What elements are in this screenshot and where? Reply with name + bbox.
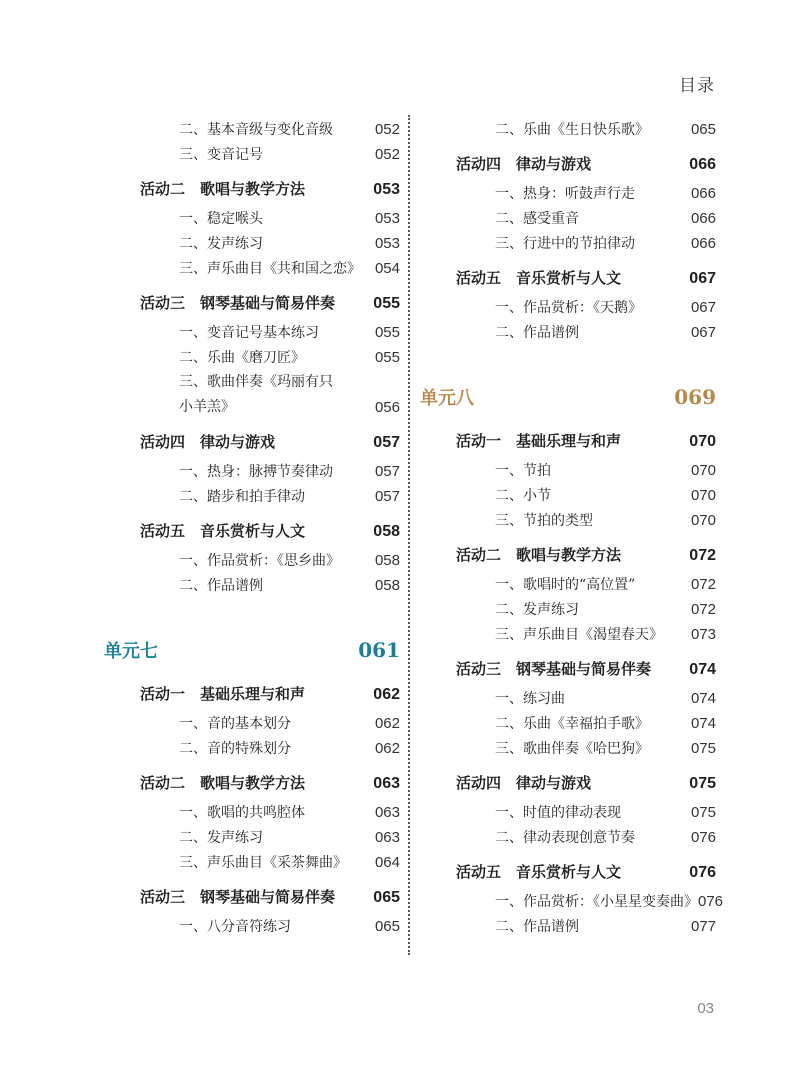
toc-activity-heading[interactable] bbox=[104, 678, 400, 711]
toc-page-number: 075 bbox=[690, 740, 716, 757]
toc-entry-title: 单元七 bbox=[104, 641, 158, 662]
toc-entry[interactable] bbox=[420, 206, 716, 231]
toc-entry-title: 一、热身：脉搏节奏律动 bbox=[179, 464, 333, 480]
toc-page-number: 067 bbox=[690, 299, 716, 316]
toc-entry-title: 一、八分音符练习 bbox=[179, 919, 291, 935]
toc-page-number: 055 bbox=[373, 295, 400, 312]
toc-entry-title: 一、练习曲 bbox=[495, 691, 565, 707]
toc-entry[interactable] bbox=[104, 711, 400, 736]
toc-entry[interactable] bbox=[104, 345, 400, 370]
toc-entry[interactable] bbox=[420, 508, 716, 533]
toc-page-number: 070 bbox=[690, 512, 716, 529]
toc-activity-heading[interactable] bbox=[104, 287, 400, 320]
toc-page-number: 055 bbox=[374, 324, 400, 341]
toc-page-number: 066 bbox=[690, 210, 716, 227]
toc-entry[interactable] bbox=[420, 181, 716, 206]
toc-entry[interactable] bbox=[104, 256, 400, 281]
toc-entry[interactable] bbox=[420, 117, 716, 142]
toc-page-number: 069 bbox=[674, 385, 716, 409]
toc-page-number: 074 bbox=[690, 715, 716, 732]
toc-entry-title: 活动四 律动与游戏 bbox=[456, 774, 592, 792]
toc-page-number: 058 bbox=[374, 577, 400, 594]
toc-page-number: 075 bbox=[690, 804, 716, 821]
toc-entry-title: 活动四 律动与游戏 bbox=[140, 433, 276, 451]
toc-entry-title: 三、行进中的节拍律动 bbox=[495, 236, 635, 252]
toc-page-number: 062 bbox=[373, 686, 400, 703]
page-number: 03 bbox=[697, 1000, 714, 1017]
toc-activity-heading[interactable] bbox=[104, 767, 400, 800]
toc-entry[interactable] bbox=[104, 320, 400, 345]
toc-entry-title: 活动三 钢琴基础与简易伴奏 bbox=[456, 660, 652, 678]
toc-activity-heading[interactable] bbox=[420, 539, 716, 572]
toc-entry-title: 二、感受重音 bbox=[495, 211, 579, 227]
toc-entry-title: 一、变音记号基本练习 bbox=[179, 325, 319, 341]
toc-entry-title: 三、歌曲伴奏《哈巴狗》 bbox=[495, 741, 649, 757]
toc-entry-title: 二、小节 bbox=[495, 488, 551, 504]
toc-entry-title: 活动五 音乐赏析与人文 bbox=[140, 522, 306, 540]
toc-page-number: 065 bbox=[690, 121, 716, 138]
toc-entry-title: 二、发声练习 bbox=[179, 830, 263, 846]
toc-page-number: 063 bbox=[373, 775, 400, 792]
toc-entry[interactable] bbox=[420, 458, 716, 483]
toc-page-number: 057 bbox=[373, 434, 400, 451]
toc-entry-title: 一、歌唱时的“高位置” bbox=[495, 577, 636, 593]
toc-activity-heading[interactable] bbox=[104, 515, 400, 548]
toc-entry[interactable] bbox=[104, 484, 400, 509]
toc-entry[interactable] bbox=[420, 622, 716, 647]
toc-entry[interactable] bbox=[104, 117, 400, 142]
toc-page-number: 058 bbox=[373, 523, 400, 540]
toc-entry[interactable] bbox=[104, 206, 400, 231]
toc-activity-heading[interactable] bbox=[420, 767, 716, 800]
toc-entry[interactable] bbox=[104, 736, 400, 761]
toc-entry[interactable] bbox=[104, 370, 400, 420]
toc-page-number: 062 bbox=[374, 740, 400, 757]
toc-entry[interactable] bbox=[104, 573, 400, 598]
toc-page-number: 066 bbox=[690, 185, 716, 202]
toc-page-number: 070 bbox=[690, 487, 716, 504]
toc-entry-title: 一、作品赏析：《天鹅》 bbox=[495, 300, 642, 316]
toc-page-number: 067 bbox=[690, 324, 716, 341]
toc-entry-title: 二、作品谱例 bbox=[495, 919, 579, 935]
toc-entry-title: 三、声乐曲目《采茶舞曲》 bbox=[179, 855, 347, 871]
toc-page-number: 057 bbox=[374, 488, 400, 505]
toc-page-number: 064 bbox=[374, 854, 400, 871]
toc-entry-title: 二、乐曲《磨刀匠》 bbox=[179, 350, 305, 366]
toc-page-number: 067 bbox=[689, 270, 716, 287]
page-header-title: 目录 bbox=[679, 76, 715, 95]
toc-activity-heading[interactable] bbox=[420, 148, 716, 181]
toc-page-number: 052 bbox=[374, 121, 400, 138]
toc-entry[interactable] bbox=[420, 572, 716, 597]
toc-entry[interactable] bbox=[420, 483, 716, 508]
toc-entry[interactable] bbox=[104, 800, 400, 825]
toc-entry[interactable] bbox=[420, 295, 716, 320]
toc-entry[interactable] bbox=[420, 711, 716, 736]
toc-entry[interactable] bbox=[420, 597, 716, 622]
toc-activity-heading[interactable] bbox=[104, 881, 400, 914]
toc-page-number: 077 bbox=[690, 918, 716, 935]
toc-page-number: 070 bbox=[689, 433, 716, 450]
toc-entry[interactable] bbox=[104, 548, 400, 573]
toc-entry[interactable] bbox=[420, 825, 716, 850]
column-divider bbox=[408, 115, 410, 955]
toc-entry-title: 三、节拍的类型 bbox=[495, 513, 593, 529]
toc-entry-title: 一、歌唱的共鸣腔体 bbox=[179, 805, 305, 821]
toc-entry[interactable] bbox=[420, 800, 716, 825]
toc-entry-title: 活动二 歌唱与教学方法 bbox=[140, 180, 306, 198]
toc-entry-title: 一、稳定喉头 bbox=[179, 211, 263, 227]
toc-entry[interactable] bbox=[104, 142, 400, 167]
toc-page-number: 072 bbox=[690, 601, 716, 618]
toc-entry-title: 活动三 钢琴基础与简易伴奏 bbox=[140, 888, 336, 906]
toc-page-number: 076 bbox=[689, 864, 716, 881]
toc-page-number: 075 bbox=[689, 775, 716, 792]
toc-activity-heading[interactable] bbox=[104, 173, 400, 206]
toc-entry-title: 二、作品谱例 bbox=[179, 578, 263, 594]
toc-page-number: 066 bbox=[689, 156, 716, 173]
toc-activity-heading[interactable] bbox=[420, 425, 716, 458]
toc-entry[interactable] bbox=[104, 825, 400, 850]
toc-unit-heading[interactable] bbox=[420, 375, 716, 419]
toc-entry-title: 二、发声练习 bbox=[495, 602, 579, 618]
toc-entry-title: 活动五 音乐赏析与人文 bbox=[456, 269, 622, 287]
toc-activity-heading[interactable] bbox=[420, 856, 716, 889]
toc-entry-title: 活动二 歌唱与教学方法 bbox=[140, 774, 306, 792]
toc-page-number: 066 bbox=[690, 235, 716, 252]
toc-entry-title: 活动二 歌唱与教学方法 bbox=[456, 546, 622, 564]
toc-page-number: 063 bbox=[374, 804, 400, 821]
toc-entry[interactable] bbox=[104, 850, 400, 875]
toc-page-number: 065 bbox=[373, 889, 400, 906]
toc-entry-title: 一、作品赏析：《思乡曲》 bbox=[179, 553, 340, 569]
toc-entry-title: 单元八 bbox=[420, 388, 474, 409]
toc-entry-title: 二、音的特殊划分 bbox=[179, 741, 291, 757]
toc-entry-title: 一、节拍 bbox=[495, 463, 551, 479]
toc-entry-title: 三、歌曲伴奏《玛丽有只小羊羔》 bbox=[179, 374, 333, 415]
toc-entry-title: 三、变音记号 bbox=[179, 147, 263, 163]
toc-page-number: 053 bbox=[374, 235, 400, 252]
toc-page-number: 058 bbox=[374, 552, 400, 569]
toc-page-number: 073 bbox=[690, 626, 716, 643]
toc-entry-title: 活动五 音乐赏析与人文 bbox=[456, 863, 622, 881]
toc-page-number: 061 bbox=[358, 638, 400, 662]
toc-page-number: 065 bbox=[374, 918, 400, 935]
toc-entry-title: 三、声乐曲目《共和国之恋》 bbox=[179, 261, 361, 277]
toc-entry[interactable] bbox=[420, 320, 716, 345]
toc-entry-title: 活动一 基础乐理与和声 bbox=[140, 685, 306, 703]
toc-entry-title: 二、基本音级与变化音级 bbox=[179, 122, 333, 138]
toc-entry-title: 活动三 钢琴基础与简易伴奏 bbox=[140, 294, 336, 312]
toc-entry-title: 二、乐曲《生日快乐歌》 bbox=[495, 122, 649, 138]
toc-entry-title: 二、乐曲《幸福拍手歌》 bbox=[495, 716, 649, 732]
toc-entry[interactable] bbox=[420, 736, 716, 761]
toc-page-number: 056 bbox=[374, 399, 400, 416]
toc-entry-title: 二、发声练习 bbox=[179, 236, 263, 252]
toc-activity-heading[interactable] bbox=[420, 262, 716, 295]
toc-page-number: 074 bbox=[690, 690, 716, 707]
toc-activity-heading[interactable] bbox=[420, 653, 716, 686]
toc-entry-title: 三、声乐曲目《渴望春天》 bbox=[495, 627, 663, 643]
toc-page-number: 052 bbox=[374, 146, 400, 163]
toc-entry[interactable] bbox=[420, 686, 716, 711]
toc-entry-title: 活动四 律动与游戏 bbox=[456, 155, 592, 173]
toc-entry[interactable] bbox=[104, 231, 400, 256]
toc-page-number: 072 bbox=[690, 576, 716, 593]
toc-right-column bbox=[420, 117, 724, 939]
toc-page-number: 057 bbox=[374, 463, 400, 480]
toc-page-number: 053 bbox=[373, 181, 400, 198]
toc-page-number: 072 bbox=[689, 547, 716, 564]
toc-entry[interactable] bbox=[104, 459, 400, 484]
toc-entry-title: 活动一 基础乐理与和声 bbox=[456, 432, 622, 450]
toc-page-number: 076 bbox=[690, 829, 716, 846]
toc-page-number: 074 bbox=[689, 661, 716, 678]
toc-page-number: 055 bbox=[374, 349, 400, 366]
toc-entry-title: 一、音的基本划分 bbox=[179, 716, 291, 732]
toc-entry-title: 二、踏步和拍手律动 bbox=[179, 489, 305, 505]
toc-page-number: 053 bbox=[374, 210, 400, 227]
toc-entry-title: 一、时值的律动表现 bbox=[495, 805, 621, 821]
toc-unit-heading[interactable] bbox=[104, 628, 400, 672]
toc-left-column bbox=[104, 117, 400, 939]
toc-page-number: 063 bbox=[374, 829, 400, 846]
toc-entry-title: 二、作品谱例 bbox=[495, 325, 579, 341]
toc-activity-heading[interactable] bbox=[104, 426, 400, 459]
toc-entry[interactable] bbox=[420, 914, 716, 939]
toc-page-number: 076 bbox=[698, 893, 724, 910]
toc-entry[interactable] bbox=[420, 231, 716, 256]
toc-entry-title: 二、律动表现创意节奏 bbox=[495, 830, 635, 846]
toc-entry[interactable] bbox=[420, 889, 724, 914]
toc-entry[interactable] bbox=[104, 914, 400, 939]
toc-entry-title: 一、热身：听鼓声行走 bbox=[495, 186, 635, 202]
toc-entry-title: 一、作品赏析：《小星星变奏曲》 bbox=[495, 894, 698, 910]
toc-page-number: 054 bbox=[374, 260, 400, 277]
toc-page-number: 062 bbox=[374, 715, 400, 732]
toc-page-number: 070 bbox=[690, 462, 716, 479]
